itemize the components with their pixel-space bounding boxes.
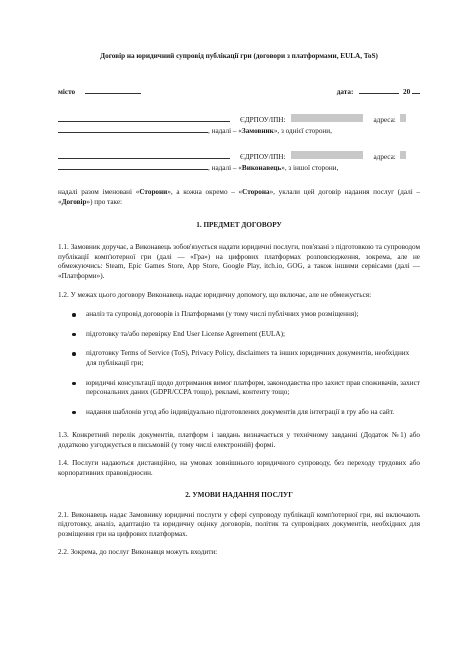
executor-address-continued-field[interactable] [58, 162, 208, 170]
customer-edrpou-label: ЄДРПОУ/ІПН: [240, 115, 286, 124]
customer-role: Замовник [241, 127, 274, 136]
bullet-dot-icon [72, 313, 76, 317]
clause-2-1: 2.1. Виконавець надає Замовнику юридичні послуги у сфері супроводу публікації комп'ютерної гри, які включають підготовку, аналіз, адаптацію та юридичну оцінку договорів, політик та супровідних документів, необхідних для розміщення гри на цифрових платформах. [58, 510, 420, 538]
clause-1-3: 1.3. Конкретний перелік документів, платформ і завдань визначається у технічному завданні (Додаток №1) або додатково узгоджується в письмовій (у тому числі електронній) формі. [58, 431, 420, 449]
list-item [72, 349, 420, 368]
intro-text-1: надалі разом іменовані « [58, 187, 140, 196]
city-field[interactable] [85, 86, 141, 94]
date-field[interactable] [359, 86, 399, 94]
executor-address-field[interactable] [400, 151, 406, 159]
intro-parties-word: Сторони [139, 187, 168, 196]
list-item-text: аналіз та супровід договорів із Платформами (у тому числі публічних умов розміщення); [86, 310, 359, 319]
date-group [337, 86, 420, 98]
executor-name-field[interactable] [58, 151, 230, 159]
customer-suffix-2: », з однієї сторони, [273, 127, 332, 136]
customer-address-continued-field[interactable] [58, 125, 208, 133]
customer-address-field[interactable] [400, 114, 406, 122]
city-date-row [58, 86, 420, 98]
executor-suffix-1: , надалі – « [208, 164, 242, 173]
customer-row-2 [58, 125, 420, 137]
list-item [72, 310, 420, 320]
executor-address-label: адреса: [373, 152, 396, 161]
services-list [58, 310, 420, 417]
list-item-text: підготовку Terms of Service (ToS), Privacy Policy, disclaimers та інших юридичних документів, необхідних для публікації гри; [86, 349, 410, 367]
executor-row-1 [58, 151, 420, 163]
customer-row-1 [58, 114, 420, 126]
bullet-dot-icon [72, 411, 76, 415]
customer-name-field[interactable] [58, 114, 230, 122]
list-item-text: юридичні консультації щодо дотримання вимог платформ, законодавства про захист прав споживачів, захист персональних даних (GDPR/CCPA тощо), рекламі, контенту тощо; [86, 378, 420, 397]
list-item [72, 379, 420, 398]
list-item [72, 408, 420, 418]
customer-suffix-1: , надалі – « [208, 127, 242, 136]
list-item-text: підготовку та/або перевірку End User License Agreement (EULA); [86, 329, 285, 338]
list-item-text: надання шаблонів угод або індивідуально підготовлених документів для інтеграції в гру або на сайт. [86, 407, 395, 416]
bullet-dot-icon [72, 352, 76, 356]
intro-contract-word: Договір [61, 197, 87, 206]
intro-text-4: ») про таке: [86, 197, 123, 206]
executor-edrpou-label: ЄДРПОУ/ІПН: [240, 152, 286, 161]
section-2-heading: 2. УМОВИ НАДАННЯ ПОСЛУГ [185, 490, 293, 499]
city-group [58, 86, 141, 98]
section-1-heading: 1. ПРЕДМЕТ ДОГОВОРУ [196, 221, 282, 230]
city-label: місто [58, 88, 76, 96]
intro-paragraph [58, 188, 420, 207]
customer-address-label: адреса: [373, 115, 396, 124]
bullet-dot-icon [72, 333, 76, 337]
year-field[interactable] [412, 86, 420, 94]
document-title: Договір на юридичний супровід публікації гри (договори з платформами, EULA, ToS) [100, 52, 378, 60]
intro-text-2: », а кожна окремо – « [167, 187, 243, 196]
executor-row-2 [58, 162, 420, 174]
clause-2-2: 2.2. Зокрема, до послуг Виконавця можуть входити: [58, 548, 218, 557]
year-prefix: 20 [403, 88, 411, 96]
customer-edrpou-field[interactable] [291, 114, 363, 122]
executor-role: Виконавець [241, 164, 282, 173]
clause-1-2: 1.2. У межах цього договору Виконавець надає юридичну допомогу, що включає, але не обмежується: [58, 290, 372, 299]
intro-party-word: Сторона [242, 187, 270, 196]
list-item [72, 330, 420, 340]
bullet-dot-icon [72, 382, 76, 386]
clause-1-4: 1.4. Послуги надаються дистанційно, на умовах зовнішнього юридичного супроводу, без переходу трудових або корпоративних правовідносин. [58, 459, 420, 478]
executor-edrpou-field[interactable] [291, 151, 363, 159]
intro-text-3: », уклали цей договір надання послуг (далі – « [58, 187, 420, 206]
clause-1-1: 1.1. Замовник доручає, а Виконавець зобов'язується надати юридичні послуги, пов'язані з підготовкою та супроводом публікації комп'ютерної гри (далі — «Гра») на цифрових платформах розповсюдження, зокрема, але не обмежуючись: Steam, Epic Games Store, App Store, Google Play, itch.io, GOG, а також іншими сервісами (далі — «Платформи»). [58, 243, 420, 280]
date-label: дата: [336, 88, 354, 96]
executor-suffix-2: », з іншої сторони, [281, 164, 339, 173]
